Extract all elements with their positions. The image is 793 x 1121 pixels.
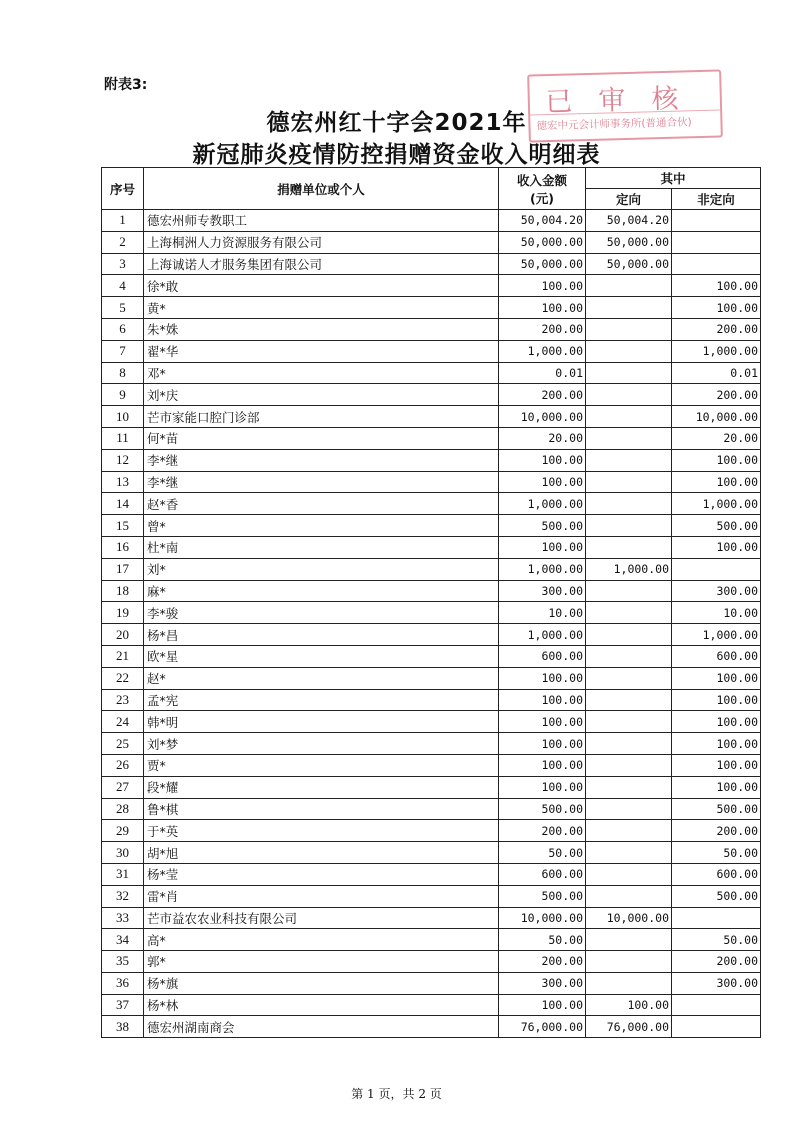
row-directed: 100.00 [586,994,672,1016]
row-seq: 20 [102,624,144,646]
row-amount: 50,004.20 [499,210,586,232]
row-undirected: 100.00 [672,536,761,558]
row-donor: 孟*宪 [144,689,499,711]
table-row [102,776,761,798]
table-row [102,318,761,340]
row-seq: 5 [102,297,144,319]
table-row [102,471,761,493]
row-undirected: 100.00 [672,275,761,297]
row-undirected: 100.00 [672,471,761,493]
row-undirected: 50.00 [672,929,761,951]
row-amount: 100.00 [499,733,586,755]
table-row [102,798,761,820]
table-row [102,449,761,471]
table-row [102,362,761,384]
row-donor: 胡*旭 [144,842,499,864]
row-directed [586,645,672,667]
row-seq: 8 [102,362,144,384]
row-amount: 10.00 [499,602,586,624]
row-donor: 上海诚诺人才服务集团有限公司 [144,253,499,275]
row-undirected: 300.00 [672,972,761,994]
row-undirected: 50.00 [672,842,761,864]
row-undirected: 200.00 [672,951,761,973]
row-donor: 李*继 [144,471,499,493]
table-row [102,493,761,515]
row-donor: 李*骏 [144,602,499,624]
table-row [102,602,761,624]
row-amount: 500.00 [499,798,586,820]
row-amount: 200.00 [499,951,586,973]
header-directed: 定向 [586,189,672,210]
row-amount: 50,000.00 [499,231,586,253]
row-directed [586,733,672,755]
attachment-label: 附表3: [104,77,148,93]
row-seq: 29 [102,820,144,842]
row-donor: 贾* [144,754,499,776]
row-seq: 28 [102,798,144,820]
row-donor: 欧*星 [144,645,499,667]
row-seq: 25 [102,733,144,755]
row-donor: 杨*昌 [144,624,499,646]
row-undirected: 500.00 [672,515,761,537]
row-amount: 600.00 [499,863,586,885]
row-seq: 15 [102,515,144,537]
row-undirected: 100.00 [672,689,761,711]
row-directed [586,471,672,493]
row-amount: 100.00 [499,275,586,297]
row-seq: 12 [102,449,144,471]
row-seq: 9 [102,384,144,406]
row-donor: 德宏州师专教职工 [144,210,499,232]
row-amount: 100.00 [499,667,586,689]
row-undirected: 10.00 [672,602,761,624]
row-directed [586,667,672,689]
row-directed [586,885,672,907]
row-amount: 100.00 [499,776,586,798]
row-seq: 19 [102,602,144,624]
row-directed: 1,000.00 [586,558,672,580]
row-directed [586,340,672,362]
row-seq: 33 [102,907,144,929]
row-donor: 李*继 [144,449,499,471]
table-header-row [102,168,761,189]
row-donor: 徐*敢 [144,275,499,297]
row-amount: 300.00 [499,972,586,994]
header-amount-unit: (元) [530,190,554,206]
row-undirected: 200.00 [672,820,761,842]
row-amount: 1,000.00 [499,558,586,580]
row-donor: 鲁*棋 [144,798,499,820]
table-row [102,515,761,537]
page-title-line1: 德宏州红十字会2021年 [266,110,527,136]
row-amount: 20.00 [499,427,586,449]
row-seq: 17 [102,558,144,580]
row-donor: 朱*姝 [144,318,499,340]
row-donor: 麻* [144,580,499,602]
table-row [102,275,761,297]
row-amount: 200.00 [499,318,586,340]
row-donor: 段*耀 [144,776,499,798]
row-amount: 100.00 [499,711,586,733]
row-amount: 100.00 [499,471,586,493]
table-row [102,733,761,755]
row-seq: 3 [102,253,144,275]
row-undirected: 100.00 [672,733,761,755]
row-seq: 21 [102,645,144,667]
row-donor: 杨*林 [144,994,499,1016]
row-directed [586,798,672,820]
row-directed [586,624,672,646]
row-amount: 600.00 [499,645,586,667]
row-seq: 4 [102,275,144,297]
row-amount: 50.00 [499,842,586,864]
row-donor: 何*苗 [144,427,499,449]
row-undirected: 500.00 [672,885,761,907]
row-seq: 23 [102,689,144,711]
row-donor: 于*英 [144,820,499,842]
row-amount: 200.00 [499,384,586,406]
row-undirected: 200.00 [672,318,761,340]
row-undirected: 100.00 [672,667,761,689]
row-donor: 芒市家能口腔门诊部 [144,406,499,428]
row-directed [586,515,672,537]
header-amount-label: 收入金额 [516,172,567,188]
row-directed [586,602,672,624]
row-amount: 1,000.00 [499,624,586,646]
row-donor: 德宏州湖南商会 [144,1016,499,1038]
header-amount [499,168,586,210]
table-row [102,972,761,994]
row-amount: 100.00 [499,449,586,471]
row-directed [586,536,672,558]
row-seq: 34 [102,929,144,951]
table-row [102,1016,761,1038]
row-donor: 杨*莹 [144,863,499,885]
row-seq: 35 [102,951,144,973]
stamp-sub-text: 德宏中元会计师事务所(普通合伙) [536,116,692,133]
row-seq: 22 [102,667,144,689]
row-directed: 76,000.00 [586,1016,672,1038]
row-seq: 16 [102,536,144,558]
row-undirected: 200.00 [672,384,761,406]
donation-table [101,167,761,1038]
row-donor: 上海桐洲人力资源服务有限公司 [144,231,499,253]
row-directed [586,951,672,973]
row-directed: 10,000.00 [586,907,672,929]
table-row [102,231,761,253]
row-seq: 27 [102,776,144,798]
row-amount: 500.00 [499,515,586,537]
row-donor: 赵* [144,667,499,689]
row-amount: 200.00 [499,820,586,842]
row-amount: 1,000.00 [499,340,586,362]
row-directed [586,275,672,297]
row-amount: 100.00 [499,689,586,711]
row-seq: 6 [102,318,144,340]
table-row [102,340,761,362]
row-directed [586,863,672,885]
row-undirected: 100.00 [672,754,761,776]
row-undirected: 0.01 [672,362,761,384]
table-row [102,580,761,602]
table-row [102,842,761,864]
row-undirected: 10,000.00 [672,406,761,428]
stamp-main-text: 已审核 [544,82,705,119]
row-amount: 50.00 [499,929,586,951]
row-amount: 100.00 [499,994,586,1016]
row-undirected: 300.00 [672,580,761,602]
row-undirected: 1,000.00 [672,493,761,515]
row-amount: 500.00 [499,885,586,907]
row-undirected: 100.00 [672,297,761,319]
row-donor: 韩*明 [144,711,499,733]
row-undirected: 600.00 [672,645,761,667]
header-of-which: 其中 [586,168,761,189]
table-row [102,624,761,646]
row-amount: 300.00 [499,580,586,602]
row-amount: 0.01 [499,362,586,384]
table-row [102,645,761,667]
row-directed [586,820,672,842]
row-directed [586,406,672,428]
row-undirected [672,231,761,253]
row-directed [586,449,672,471]
table-row [102,427,761,449]
row-directed [586,711,672,733]
row-donor: 刘*梦 [144,733,499,755]
header-undirected: 非定向 [672,189,761,210]
row-seq: 14 [102,493,144,515]
row-undirected [672,994,761,1016]
row-seq: 10 [102,406,144,428]
row-donor: 黄* [144,297,499,319]
row-directed [586,776,672,798]
row-directed [586,754,672,776]
row-directed [586,297,672,319]
row-directed [586,972,672,994]
row-seq: 7 [102,340,144,362]
row-donor: 高* [144,929,499,951]
row-donor: 杜*南 [144,536,499,558]
header-seq: 序号 [102,168,144,210]
table-row [102,667,761,689]
row-undirected: 100.00 [672,449,761,471]
page-footer: 第 1 页，共 2 页 [351,1087,442,1101]
table-row [102,951,761,973]
row-directed [586,689,672,711]
row-amount: 100.00 [499,754,586,776]
row-donor: 雷*肖 [144,885,499,907]
row-undirected: 1,000.00 [672,624,761,646]
table-row [102,820,761,842]
row-undirected: 100.00 [672,776,761,798]
row-donor: 曾* [144,515,499,537]
header-donor: 捐赠单位或个人 [144,168,499,210]
row-undirected [672,1016,761,1038]
table-body [102,210,761,1038]
table-row [102,863,761,885]
row-directed [586,427,672,449]
table-row [102,558,761,580]
row-directed: 50,000.00 [586,253,672,275]
table-row [102,885,761,907]
row-directed: 50,004.20 [586,210,672,232]
row-directed [586,580,672,602]
row-undirected: 1,000.00 [672,340,761,362]
table-row [102,253,761,275]
row-donor: 刘*庆 [144,384,499,406]
row-amount: 10,000.00 [499,907,586,929]
table-row [102,210,761,232]
row-donor: 翟*华 [144,340,499,362]
row-seq: 38 [102,1016,144,1038]
row-directed [586,318,672,340]
row-seq: 31 [102,863,144,885]
row-amount: 100.00 [499,297,586,319]
row-undirected [672,558,761,580]
row-donor: 郭* [144,951,499,973]
row-amount: 10,000.00 [499,406,586,428]
row-seq: 24 [102,711,144,733]
row-donor: 邓* [144,362,499,384]
row-amount: 50,000.00 [499,253,586,275]
row-seq: 18 [102,580,144,602]
table-row [102,384,761,406]
row-amount: 76,000.00 [499,1016,586,1038]
table-row [102,711,761,733]
row-undirected [672,210,761,232]
row-undirected [672,253,761,275]
row-undirected: 500.00 [672,798,761,820]
row-seq: 37 [102,994,144,1016]
table-row [102,994,761,1016]
row-undirected [672,907,761,929]
table-row [102,406,761,428]
row-undirected: 100.00 [672,711,761,733]
row-donor: 赵*香 [144,493,499,515]
row-undirected: 20.00 [672,427,761,449]
row-seq: 26 [102,754,144,776]
row-amount: 100.00 [499,536,586,558]
row-directed [586,493,672,515]
table-row [102,929,761,951]
row-donor: 杨*旗 [144,972,499,994]
table-row [102,689,761,711]
table-row [102,297,761,319]
row-directed: 50,000.00 [586,231,672,253]
row-seq: 32 [102,885,144,907]
row-seq: 11 [102,427,144,449]
row-seq: 2 [102,231,144,253]
row-donor: 芒市益农农业科技有限公司 [144,907,499,929]
row-directed [586,384,672,406]
row-seq: 30 [102,842,144,864]
row-seq: 13 [102,471,144,493]
table-row [102,907,761,929]
row-undirected: 600.00 [672,863,761,885]
row-donor: 刘* [144,558,499,580]
row-directed [586,929,672,951]
row-seq: 36 [102,972,144,994]
table-row [102,754,761,776]
row-seq: 1 [102,210,144,232]
table-row [102,536,761,558]
page-title-line2: 新冠肺炎疫情防控捐赠资金收入明细表 [192,142,601,168]
row-amount: 1,000.00 [499,493,586,515]
row-directed [586,842,672,864]
row-directed [586,362,672,384]
